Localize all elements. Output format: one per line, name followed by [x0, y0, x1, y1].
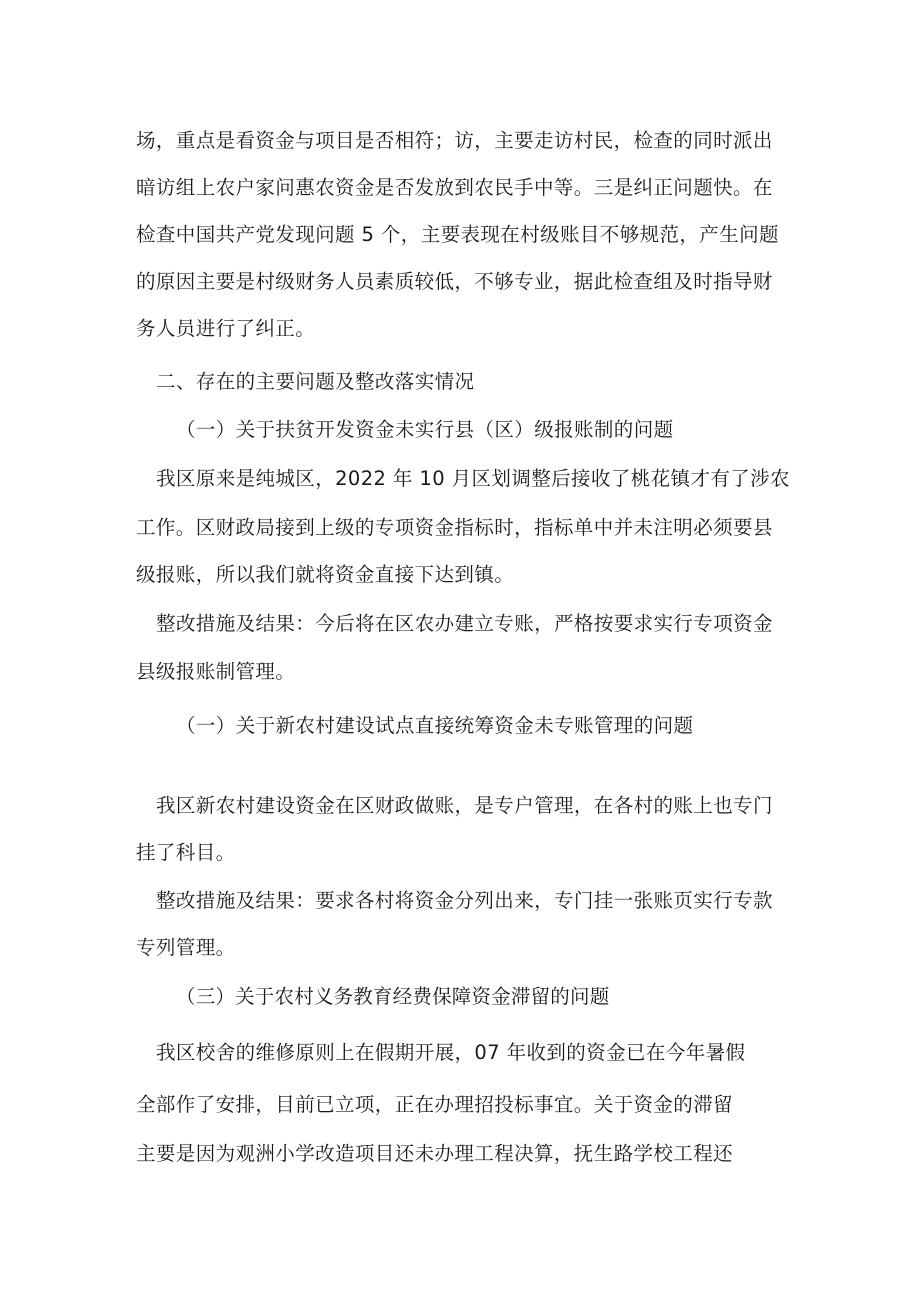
issue-2-measures-line-1: 整改措施及结果：要求各村将资金分列出来，专门挂一张账页实行专款 — [156, 889, 773, 912]
intro-line-2: 暗访组上农户家问惠农资金是否发放到农民手中等。三是纠正问题快。在 — [136, 176, 773, 199]
issue-2-body-line-1: 我区新农村建设资金在区财政做账，是专户管理，在各村的账上也专门 — [156, 794, 773, 817]
issue-1-body-line-2: 工作。区财政局接到上级的专项资金指标时，指标单中并未注明必须要县 — [136, 516, 773, 539]
issue-1-body-line-1: 我区原来是纯城区，2022 年 10 月区划调整后接收了桃花镇才有了涉农 — [156, 467, 790, 490]
issue-3-body-line-1: 我区校舍的维修原则上在假期开展，07 年收到的资金已在今年暑假 — [156, 1041, 746, 1064]
intro-line-3: 检查中国共产党发现问题 5 个，主要表现在村级账目不够规范，产生问题 — [136, 223, 779, 246]
issue-3-body-line-3: 主要是因为观洲小学改造项目还未办理工程决算，抚生路学校工程还 — [136, 1142, 734, 1165]
issue-1-heading: （一）关于扶贫开发资金未实行县（区）级报账制的问题 — [176, 418, 674, 441]
intro-line-4: 的原因主要是村级财务人员素质较低，不够专业，据此检查组及时指导财 — [136, 270, 773, 293]
issue-2-heading: （一）关于新农村建设试点直接统筹资金未专账管理的问题 — [176, 714, 694, 737]
issue-3-body-line-2: 全部作了安排，目前已立项，正在办理招投标事宜。关于资金的滞留 — [136, 1093, 734, 1116]
issue-1-body-line-3: 级报账，所以我们就将资金直接下达到镇。 — [136, 563, 515, 586]
issue-1-measures-line-2: 县级报账制管理。 — [136, 660, 296, 683]
intro-line-1: 场，重点是看资金与项目是否相符；访，主要走访村民，检查的同时派出 — [136, 129, 773, 152]
issue-3-heading: （三）关于农村义务教育经费保障资金滞留的问题 — [176, 985, 610, 1008]
issue-2-measures-line-2: 专列管理。 — [136, 936, 236, 959]
section-heading: 二、存在的主要问题及整改落实情况 — [156, 370, 475, 393]
intro-line-5: 务人员进行了纠正。 — [136, 317, 316, 340]
issue-2-body-line-2: 挂了科目。 — [136, 841, 236, 864]
issue-1-measures-line-1: 整改措施及结果：今后将在区农办建立专账，严格按要求实行专项资金 — [156, 612, 773, 635]
